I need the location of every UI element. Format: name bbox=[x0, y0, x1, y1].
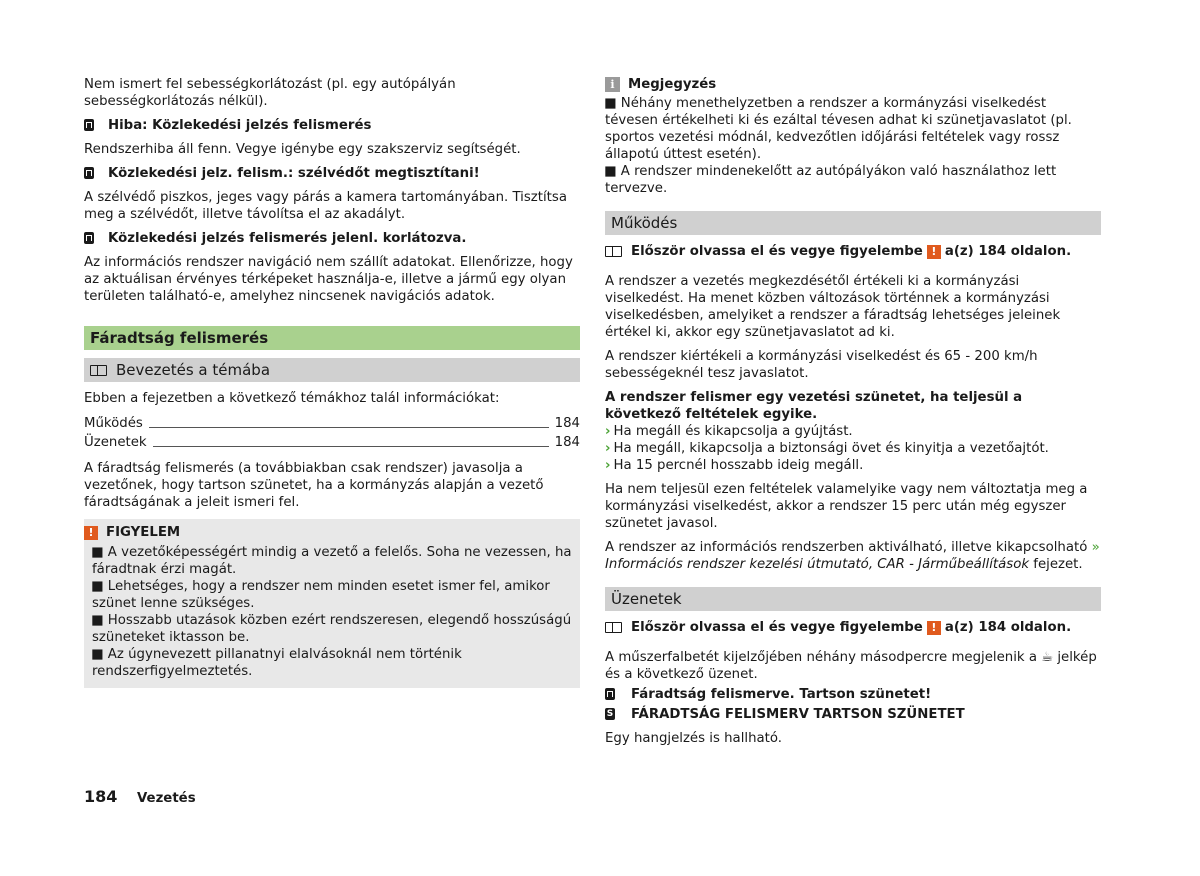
paragraph-text: fejezet. bbox=[1033, 557, 1083, 572]
display-m-icon bbox=[84, 119, 94, 131]
intro-text: Ebben a fejezetben a következő témákhoz talál információkat: bbox=[84, 391, 500, 406]
right-column bbox=[605, 76, 1101, 754]
link-arrow[interactable]: » bbox=[1091, 540, 1100, 555]
message-heading-text: Közlekedési jelz. felism.: szélvédőt megtisztítani! bbox=[108, 166, 480, 181]
uzenetek-header: Üzenetek bbox=[605, 587, 1101, 611]
book-icon bbox=[90, 365, 107, 376]
toc-entry[interactable] bbox=[84, 434, 580, 451]
note-title: Megjegyzés bbox=[628, 77, 717, 92]
paragraph-text: A rendszer az információs rendszerben aktiválható, illetve kikapcsolható bbox=[605, 540, 1088, 555]
note-item: ■ Néhány menethelyzetben a rendszer a kormányzási viselkedést tévesen értékelheti ki és ezáltal tévesen adhat ki szünetjavaslatot (pl. sportos vezetési módnál, kedvezőtlen időjárási feltételek vagy rossz állapotú úttest esetén). bbox=[604, 96, 1072, 162]
arrow-right-icon: › bbox=[605, 424, 611, 439]
intro-header bbox=[84, 358, 580, 382]
display-m-icon bbox=[84, 167, 94, 179]
display-m-icon bbox=[84, 232, 94, 244]
page-footer bbox=[84, 787, 196, 806]
message-heading bbox=[84, 165, 580, 182]
info-icon: i bbox=[605, 77, 620, 92]
book-icon bbox=[605, 246, 622, 257]
mukodes-header: Működés bbox=[605, 211, 1101, 235]
arrow-right-icon: › bbox=[605, 441, 611, 456]
warning-icon: ! bbox=[927, 245, 941, 259]
display-m-icon bbox=[605, 688, 615, 700]
reference-text[interactable]: Információs rendszer kezelési útmutató, CAR - Járműbeállítások bbox=[605, 557, 1030, 572]
book-icon bbox=[605, 622, 622, 633]
intro-title: Bevezetés a témába bbox=[116, 361, 271, 379]
left-column bbox=[84, 76, 580, 688]
condition-text: Ha megáll, kikapcsolja a biztonsági övet és kinyitja a vezetőajtót. bbox=[613, 441, 1049, 456]
condition-text: Ha megáll és kikapcsolja a gyújtást. bbox=[613, 424, 853, 439]
message-line bbox=[605, 706, 1101, 723]
toc-label: Működés bbox=[84, 416, 143, 431]
paragraph: A fáradtság felismerés (a továbbiakban csak rendszer) javasolja a vezetőnek, hogy tartson szünetet, ha a kormányzás alapján a vezető fáradtságának a jeleit ismeri fel. bbox=[84, 461, 544, 510]
message-heading-text: Közlekedési jelzés felismerés jelenl. korlátozva. bbox=[108, 231, 467, 246]
toc-page: 184 bbox=[554, 416, 580, 431]
toc-label: Üzenetek bbox=[84, 435, 147, 450]
paragraph: A szélvédő piszkos, jeges vagy párás a kamera tartományában. Tisztítsa meg a szélvédőt, illetve távolítsa el az akadályt. bbox=[84, 190, 567, 222]
warning-icon: ! bbox=[927, 621, 941, 635]
condition-item bbox=[605, 457, 1101, 474]
first-read-text: Először olvassa el és vegye figyelembe bbox=[631, 620, 923, 635]
toc-entry[interactable] bbox=[84, 415, 580, 432]
toc-page: 184 bbox=[554, 435, 580, 450]
note-header bbox=[605, 76, 1101, 93]
note-box bbox=[605, 76, 1101, 197]
paragraph: A rendszer a vezetés megkezdésétől értékeli ki a kormányzási viselkedést. Ha menet közben változások történnek a kormányzási viselkedésben, amelyiket a rendszer a fáradtság lehetséges jeleinek értékel ki, akkor egy szünetjavaslatot ad ki. bbox=[605, 274, 1061, 340]
condition-item bbox=[605, 440, 1101, 457]
message-line bbox=[605, 686, 1101, 703]
first-read-line[interactable] bbox=[605, 243, 1101, 260]
condition-text: Ha 15 percnél hosszabb ideig megáll. bbox=[613, 458, 864, 473]
first-read-page: a(z) 184 oldalon. bbox=[944, 620, 1072, 635]
paragraph: Ha nem teljesül ezen feltételek valamelyike vagy nem változtatja meg a kormányzási viselkedést, akkor a rendszer 15 perc után még egyszer szünetet javasol. bbox=[605, 482, 1088, 531]
toc-leader bbox=[149, 427, 549, 428]
paragraph: Az információs rendszer navigáció nem szállít adatokat. Ellenőrizze, hogy az aktuálisan érvényes térképeket használja-e, illetve a jármű egy olyan területen található-e, amelyhez nincsenek navigációs adatok. bbox=[84, 255, 573, 304]
arrow-right-icon: › bbox=[605, 458, 611, 473]
first-read-page: a(z) 184 oldalon. bbox=[944, 244, 1072, 259]
display-s-icon: S bbox=[606, 709, 614, 719]
warning-title: FIGYELEM bbox=[106, 525, 181, 540]
message-heading-text: Hiba: Közlekedési jelzés felismerés bbox=[108, 118, 372, 133]
warning-item: ■ A vezetőképességért mindig a vezető a felelős. Soha ne vezessen, ha fáradtnak érzi magát. bbox=[91, 545, 572, 577]
first-read-line[interactable] bbox=[605, 619, 1101, 636]
paragraph: Rendszerhiba áll fenn. Vegye igénybe egy szakszerviz segítségét. bbox=[84, 142, 521, 157]
warning-icon: ! bbox=[84, 526, 98, 540]
note-item: ■ A rendszer mindenekelőtt az autópályákon való használathoz lett tervezve. bbox=[604, 164, 1057, 196]
toc-leader bbox=[153, 446, 549, 447]
footer-section: Vezetés bbox=[136, 791, 196, 806]
paragraph: A rendszer kiértékeli a kormányzási viselkedést és 65 - 200 km/h sebességeknél tesz javaslatot. bbox=[605, 349, 1038, 381]
message-heading bbox=[84, 230, 580, 247]
message-heading bbox=[84, 117, 580, 134]
condition-item bbox=[605, 423, 1101, 440]
paragraph: A műszerfalbetét kijelzőjében néhány másodpercre megjelenik a ☕ jelkép és a következő üzenet. bbox=[605, 650, 1097, 682]
paragraph bbox=[605, 539, 1101, 573]
page-number: 184 bbox=[84, 787, 118, 806]
warning-item: ■ Hosszabb utazások közben ezért rendszeresen, elegendő hosszúságú szüneteket iktasson be. bbox=[91, 613, 572, 645]
paragraph: Nem ismert fel sebességkorlátozást (pl. egy autópályán sebességkorlátozás nélkül). bbox=[84, 77, 456, 109]
warning-box bbox=[84, 519, 580, 688]
warning-item: ■ Lehetséges, hogy a rendszer nem minden esetet ismer fel, amikor szünet lenne szükséges. bbox=[91, 579, 550, 611]
message-text: Fáradtság felismerve. Tartson szünetet! bbox=[631, 687, 932, 702]
warning-item: ■ Az úgynevezett pillanatnyi elalvásoknál nem történik rendszerfigyelmeztetés. bbox=[91, 647, 462, 679]
paragraph-bold: A rendszer felismer egy vezetési szünetet, ha teljesül a következő feltételek egyike. bbox=[605, 390, 1023, 422]
section-title: Fáradtság felismerés bbox=[84, 326, 580, 350]
first-read-text: Először olvassa el és vegye figyelembe bbox=[631, 244, 923, 259]
paragraph: Egy hangjelzés is hallható. bbox=[605, 731, 782, 746]
warning-header bbox=[84, 524, 572, 541]
message-text: FÁRADTSÁG FELISMERV TARTSON SZÜNETET bbox=[631, 707, 965, 722]
